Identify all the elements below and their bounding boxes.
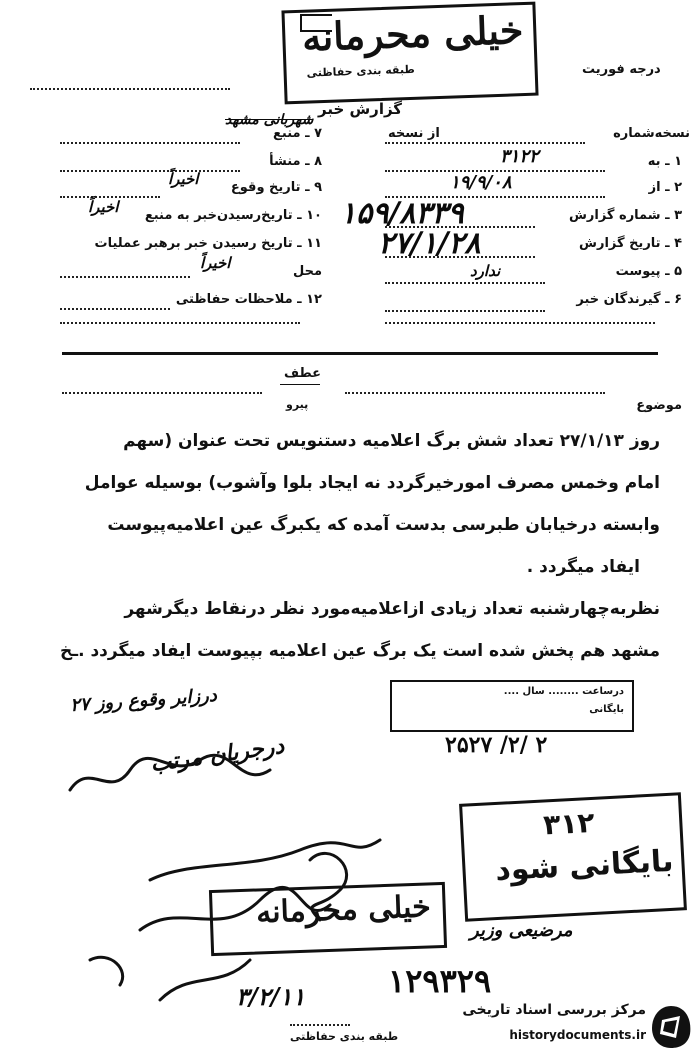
priority-label: درجه فوریت bbox=[582, 62, 661, 77]
field-recipients-label: ۶ ـ گیرندگان خبر bbox=[576, 292, 682, 307]
handwritten-note: درجریان مرتب bbox=[148, 732, 286, 778]
classification-stamp-sub: طبقه بندی حفاظتی bbox=[306, 62, 415, 80]
field-origin-label: ۸ ـ منشأ bbox=[269, 154, 322, 169]
field-from-value: ۱۹/۹/۰۸ bbox=[450, 172, 512, 193]
bottom-number: ۱۲۹۳۲۹ bbox=[388, 962, 492, 1000]
field-attachment-value: ندارد bbox=[470, 262, 501, 280]
receipt-stamp-line: بایگانی bbox=[589, 704, 624, 715]
peyro-label: پیرو bbox=[286, 398, 309, 411]
atf-label: عطف bbox=[284, 366, 322, 381]
archive-stamp-number: ۳۱۲ bbox=[542, 805, 596, 842]
body-line: امام وخمس مصرف امورخیرگردد نه ایجاد بلوا وآشوب) بوسیله عوامل bbox=[84, 473, 660, 493]
footer-classification: طبقه بندی حفاظتی bbox=[290, 1030, 399, 1043]
field-occurrence-label: ۹ ـ تاریخ وقوع bbox=[230, 180, 322, 195]
field-report-number-value: ۱۵۹/۸۳۳۹ bbox=[340, 196, 464, 231]
receipt-stamp bbox=[390, 680, 634, 732]
body-line: ایفاد میگردد . bbox=[526, 557, 640, 577]
archive-stamp bbox=[459, 792, 687, 921]
field-place-value: اخیراً bbox=[200, 254, 231, 272]
body-line: روز ۲۷/۱/۱۳ تعداد شش برگ اعلامیه دستنویس تحت عنوان (سهم bbox=[123, 431, 660, 451]
field-report-date-label: ۴ ـ تاریخ گزارش bbox=[579, 236, 682, 251]
bottom-stamp-text: خیلی محرمانه bbox=[255, 889, 432, 931]
date-number: ۲۵۲۷ /۲/ ۲ bbox=[445, 732, 548, 758]
handwritten-note: درزایر وقوع روز ۲۷ bbox=[69, 684, 218, 717]
field-to-value: ۳۱۲۲ bbox=[500, 146, 539, 167]
field-source-label: ۷ ـ منبع bbox=[273, 126, 322, 141]
receipt-stamp-line: درساعت ........ سال .... bbox=[503, 686, 624, 697]
field-received-source-label: ۱۰ ـ تاریخ‌رسیدن‌خبر به منبع bbox=[144, 208, 322, 223]
field-report-date-value: ۲۷/۱/۲۸ bbox=[378, 226, 481, 261]
body-line: وابسته درخیابان طبرسی بدست آمده که یکبرگ عین اعلامیه‌پیوست bbox=[107, 515, 660, 535]
field-received-ops-label: ۱۱ ـ تاریخ رسیدن خبر برهبر عملیات bbox=[94, 236, 322, 251]
field-to-label: ۱ ـ به bbox=[647, 154, 682, 169]
watermark bbox=[432, 1000, 694, 1056]
watermark-logo-icon bbox=[650, 1004, 692, 1050]
field-security-notes-label: ۱۲ ـ ملاحظات حفاظتی bbox=[175, 292, 322, 307]
field-attachment-label: ۵ ـ پیوست bbox=[615, 264, 682, 279]
bottom-note: مرضیعی وزیر bbox=[470, 920, 573, 941]
body-line: نظربه‌چهارشنبه تعداد زیادی ازاعلامیه‌مورد نظر درنقاط دیگرشهر bbox=[124, 599, 660, 619]
dotted-line bbox=[290, 1024, 350, 1026]
field-copy-of: از نسخه bbox=[388, 126, 440, 141]
subject-label: موضوع bbox=[636, 398, 682, 413]
watermark-url: historydocuments.ir bbox=[509, 1028, 646, 1042]
field-place-label: محل bbox=[292, 264, 322, 279]
page-title: گزارش خبر bbox=[318, 100, 403, 118]
field-from-label: ۲ ـ از bbox=[648, 180, 682, 195]
classification-stamp-text: خیلی محرمانه bbox=[301, 7, 525, 60]
field-occurrence-value: اخیراً bbox=[168, 170, 199, 188]
field-source-value: شهربانی مشهد bbox=[225, 112, 314, 128]
bottom-date: ۳/۲/۱۱ bbox=[236, 982, 306, 1011]
body-line: مشهد هم پخش شده است یک برگ عین اعلامیه بپیوست ایفاد میگردد .ـخ bbox=[60, 641, 660, 661]
archive-stamp-text: بایگانی شود bbox=[494, 843, 675, 889]
bottom-classification-stamp bbox=[209, 882, 447, 956]
field-label: نسخه‌شماره bbox=[613, 126, 690, 141]
field-received-source-value: اخیراً bbox=[88, 198, 119, 216]
field-report-number-label: ۳ ـ شماره گزارش bbox=[568, 208, 682, 223]
watermark-title: مرکز بررسی اسناد تاریخی bbox=[462, 1002, 646, 1018]
